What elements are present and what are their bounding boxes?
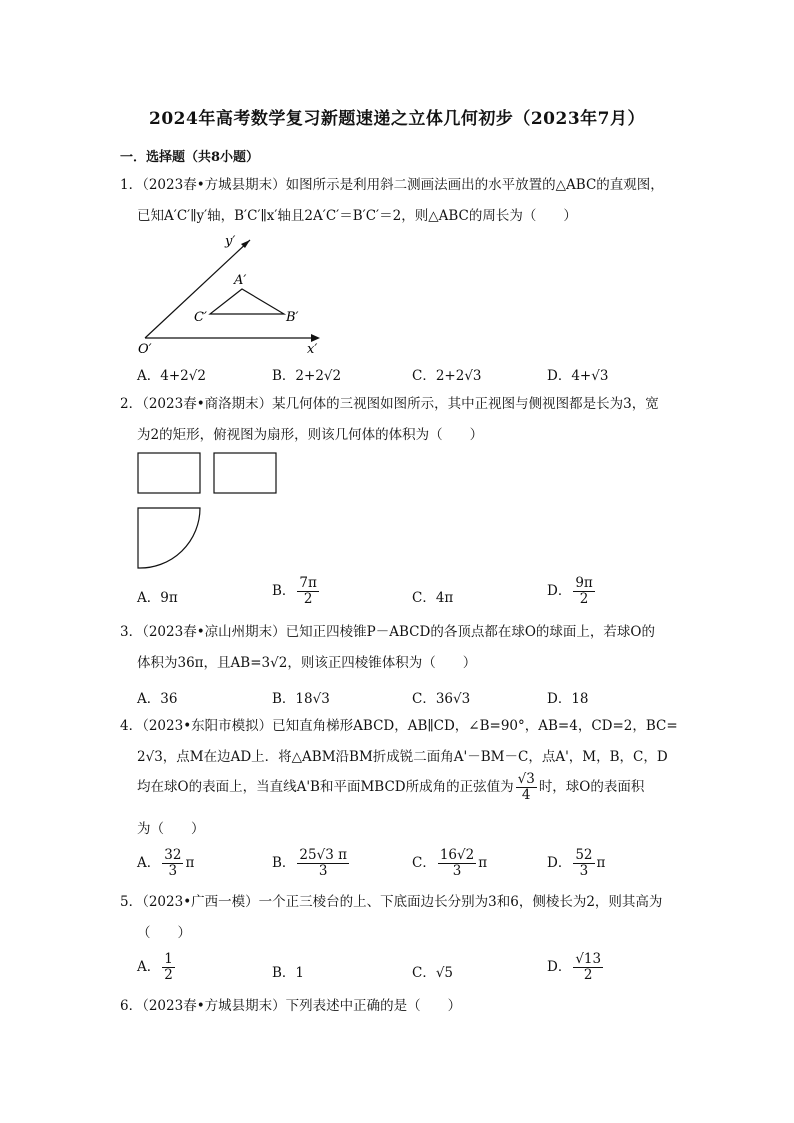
q5-option-d-label: D．: [547, 959, 572, 975]
q4-option-d[interactable]: [547, 848, 605, 879]
q4-option-b[interactable]: [272, 848, 351, 879]
q3-line2: 体积为36π，且AB=3√2，则该正四棱锥体积为（ ）: [137, 655, 477, 671]
q2-option-d-fraction: [573, 576, 594, 607]
x-axis-arrow: [311, 334, 320, 342]
q4-option-a-num: 32: [164, 847, 182, 863]
q3-option-d[interactable]: D．18: [547, 691, 589, 707]
q3-line1: 3．（2023春•凉山州期末）已知正四棱锥P－ABCD的各顶点都在球O的球面上，若球O的: [120, 624, 655, 640]
document-title: 2024年高考数学复习新题速递之立体几何初步（2023年7月）: [149, 109, 645, 129]
q5-option-a-den: 2: [164, 967, 173, 983]
q2-option-b-den: 2: [303, 591, 313, 607]
label-b: B′: [286, 310, 299, 325]
side-view-rect: [214, 453, 276, 493]
q4-option-a-den: 3: [168, 863, 178, 879]
q4-line2: 2√3，点M在边AD上．将△ABM沿BM折成锐二面角A'－BM－C，点A'，M，B，C，D: [137, 749, 668, 765]
q2-option-b[interactable]: [272, 576, 321, 607]
q1-option-c[interactable]: C．2+2√3: [412, 368, 482, 384]
top-view-sector: [138, 508, 200, 568]
q4-option-b-fraction: [297, 848, 349, 879]
q4-option-c-den: 3: [452, 863, 462, 879]
q4-option-b-num: 25√3 π: [299, 847, 347, 863]
q4-option-c-pi: π: [478, 855, 488, 871]
label-a: A′: [234, 273, 247, 288]
q5-line2: （ ）: [137, 925, 191, 941]
q1-line2: 已知A′C′∥y′轴，B′C′∥x′轴且2A′C′＝B′C′＝2，则△ABC的周长为（ ）: [137, 208, 577, 224]
q5-line1: 5．（2023•广西一模）一个正三棱台的上、下底面边长分别为3和6，侧棱长为2，则其高为: [120, 894, 663, 910]
q5-option-c[interactable]: C．√5: [412, 965, 454, 981]
q5-option-d-num: √13: [575, 951, 602, 967]
q4-line1: 4．（2023•东阳市模拟）已知直角梯形ABCD，AB∥CD，∠B=90°，AB=4，CD=2，BC=: [120, 718, 678, 734]
q3-option-a[interactable]: A．36: [137, 691, 178, 707]
q4-sine-num: √3: [517, 771, 535, 787]
q2-option-b-num: 7π: [299, 575, 317, 591]
q4-option-d-den: 3: [579, 863, 589, 879]
q1-oblique-figure: [130, 225, 330, 360]
q5-option-b[interactable]: B．1: [272, 965, 305, 981]
q2-option-a[interactable]: A．9π: [137, 590, 178, 606]
q2-option-d[interactable]: [547, 576, 597, 607]
q4-option-d-label: D．: [547, 855, 572, 871]
q3-option-b[interactable]: B．18√3: [272, 691, 330, 707]
q4-option-c-fraction: [438, 848, 476, 879]
q4-option-b-den: 3: [318, 863, 328, 879]
q2-option-d-den: 2: [579, 591, 589, 607]
q4-line3: [137, 772, 644, 803]
front-view-rect: [138, 453, 200, 493]
q1-line1: 1．（2023春•方城县期末）如图所示是利用斜二测画法画出的水平放置的△ABC的直观图，: [120, 177, 664, 193]
q4-option-c-label: C．: [412, 855, 436, 871]
label-c: C′: [194, 310, 207, 325]
q2-option-c[interactable]: C．4π: [412, 590, 454, 606]
q1-option-a[interactable]: A．4+2√2: [137, 368, 206, 384]
q6-line1: 6．（2023春•方城县期末）下列表述中正确的是（ ）: [120, 998, 462, 1014]
q2-line1: 2．（2023春•商洛期末）某几何体的三视图如图所示，其中正视图与侧视图都是长为3，宽: [120, 396, 659, 412]
q4-option-d-fraction: [573, 848, 594, 879]
q4-option-c[interactable]: [412, 848, 487, 879]
q4-sine-den: 4: [521, 787, 531, 803]
q2-three-views: [135, 450, 285, 575]
q4-option-a-pi: π: [185, 855, 195, 871]
q4-option-a-label: A．: [137, 855, 161, 871]
q5-option-a-fraction: [162, 952, 175, 983]
q4-line3-pre: 均在球O的表面上，当直线A'B和平面MBCD所成角的正弦值为: [137, 779, 514, 795]
q2-line2: 为2的矩形，俯视图为扇形，则该几何体的体积为（ ）: [137, 427, 484, 443]
q4-line3-post: 时，球O的表面积: [538, 779, 645, 795]
q4-option-b-label: B．: [272, 855, 296, 871]
q2-option-b-fraction: [297, 576, 318, 607]
q4-option-a[interactable]: [137, 848, 194, 879]
q4-option-c-num: 16√2: [439, 847, 475, 863]
q5-option-a-label: A．: [137, 959, 161, 975]
q5-option-d-fraction: [573, 952, 603, 983]
q2-option-d-num: 9π: [575, 575, 593, 591]
q3-option-c[interactable]: C．36√3: [412, 691, 471, 707]
q5-option-d[interactable]: [547, 952, 605, 983]
q1-option-d[interactable]: D．4+√3: [547, 368, 609, 384]
label-x: x′: [307, 342, 318, 357]
triangle-abc: [210, 289, 284, 314]
q4-option-d-pi: π: [596, 855, 606, 871]
q4-option-d-num: 52: [575, 847, 593, 863]
q4-sine-fraction: [516, 772, 537, 803]
q5-option-a-num: 1: [164, 951, 173, 967]
section-heading: 一．选择题（共8小题）: [120, 150, 260, 165]
q5-option-d-den: 2: [583, 967, 593, 983]
q2-option-d-label: D．: [547, 583, 572, 599]
label-o: O′: [138, 342, 152, 357]
q4-option-a-fraction: [162, 848, 183, 879]
q4-line4: 为（ ）: [137, 821, 205, 837]
q5-option-a[interactable]: [137, 952, 177, 983]
q1-option-b[interactable]: B．2+2√2: [272, 368, 342, 384]
label-y: y′: [225, 234, 236, 249]
q2-option-b-label: B．: [272, 583, 296, 599]
